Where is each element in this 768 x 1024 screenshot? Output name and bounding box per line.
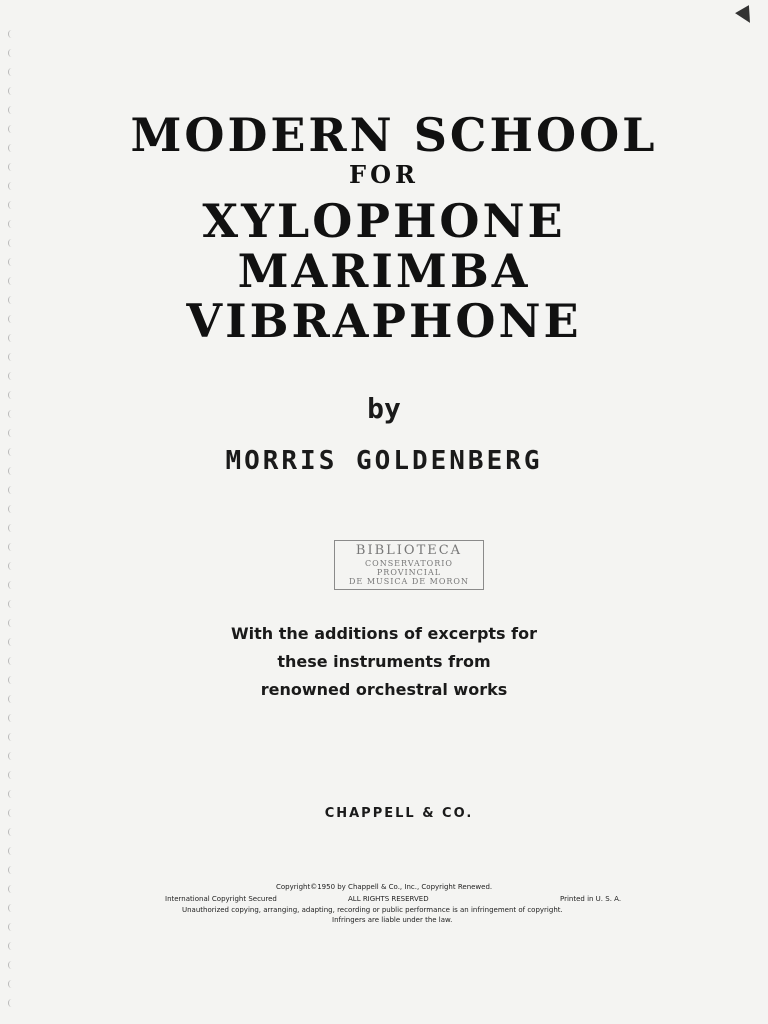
binding-hole (8, 524, 15, 532)
binding-hole (8, 562, 15, 570)
binding-hole (8, 486, 15, 494)
title-line-1: MODERN SCHOOL (130, 108, 658, 162)
binding-hole (8, 87, 15, 95)
title-line-2: FOR (349, 160, 419, 189)
binding-hole (8, 961, 15, 969)
binding-hole (8, 714, 15, 722)
binding-hole (8, 885, 15, 893)
title-line-3: XYLOPHONE (202, 194, 566, 248)
additions-line: renowned orchestral works (260, 680, 508, 699)
by-text: by (367, 392, 401, 425)
unauthorized-notice: Unauthorized copying, arranging, adapting, recording or public performance is an infringement of copyright. (182, 906, 563, 914)
library-stamp (334, 540, 484, 590)
binding-hole (8, 68, 15, 76)
binding-hole (8, 581, 15, 589)
binding-hole (8, 980, 15, 988)
stamp-line-2: CONSERVATORIO PROVINCIAL (365, 559, 453, 577)
infringers-notice: Infringers are liable under the law. (332, 916, 453, 924)
title-line-4: MARIMBA (237, 244, 531, 298)
binding-hole (8, 353, 15, 361)
stamp-line-1: BIBLIOTECA (355, 543, 463, 558)
binding-hole (8, 505, 15, 513)
binding-hole (8, 543, 15, 551)
printed-notice: Printed in U. S. A. (560, 895, 622, 903)
binding-hole (8, 372, 15, 380)
binding-hole (8, 600, 15, 608)
title-line-5: VIBRAPHONE (186, 294, 582, 348)
rights-notice: ALL RIGHTS RESERVED (348, 895, 429, 903)
stamp-line-3: DE MUSICA DE MORON (349, 577, 469, 586)
binding-hole (8, 999, 15, 1007)
author-name: MORRIS GOLDENBERG (225, 446, 543, 476)
additions-line: these instruments from (277, 652, 491, 671)
additions-line: With the additions of excerpts for (231, 624, 537, 643)
binding-hole (8, 752, 15, 760)
binding-hole (8, 30, 15, 38)
binding-hole (8, 49, 15, 57)
binding-hole (8, 828, 15, 836)
corner-arrow-icon (735, 5, 757, 27)
international-notice: International Copyright Secured (165, 895, 277, 903)
binding-hole (8, 429, 15, 437)
additions-text (0, 620, 768, 704)
binding-hole (8, 790, 15, 798)
binding-hole (8, 771, 15, 779)
copyright-notice: Copyright©1950 by Chappell & Co., Inc., Copyright Renewed. (276, 883, 493, 891)
binding-hole (8, 733, 15, 741)
publisher-name: CHAPPELL & CO. (324, 806, 474, 821)
binding-hole (8, 942, 15, 950)
binding-hole (8, 904, 15, 912)
binding-hole (8, 866, 15, 874)
binding-hole (8, 923, 15, 931)
binding-hole (8, 847, 15, 855)
